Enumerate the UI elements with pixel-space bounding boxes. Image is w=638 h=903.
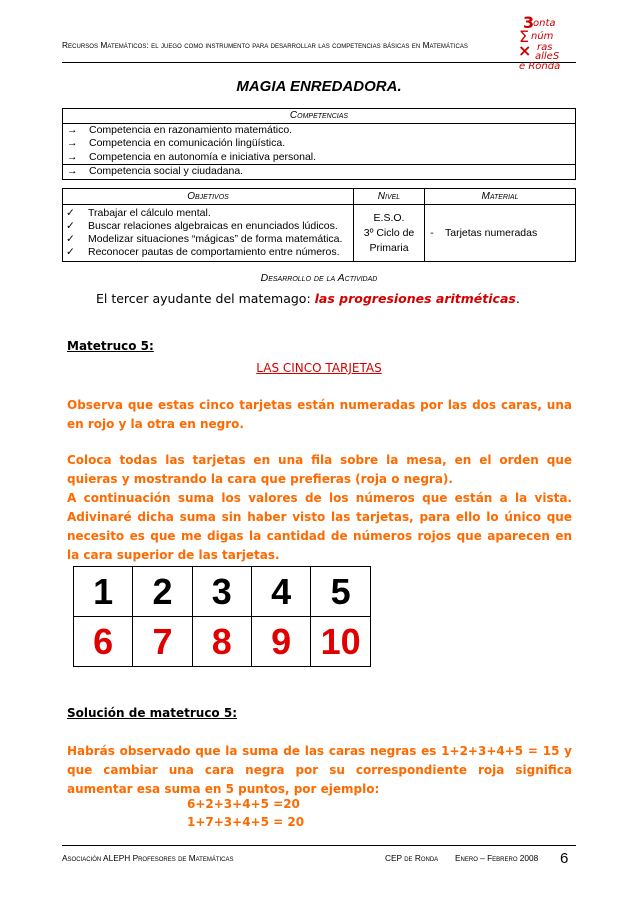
footer-divider xyxy=(62,845,576,846)
competencia-item: → Competencia en comunicación lingüística. xyxy=(67,137,286,150)
logo-line-1: onta xyxy=(533,18,556,29)
checkmark-icon: ✓ xyxy=(66,220,75,233)
monta-numeros-logo xyxy=(515,14,579,72)
arrow-icon: → xyxy=(67,165,78,178)
logo-line-4: alleS xyxy=(535,51,560,62)
objetivos-heading: Objetivos xyxy=(63,189,354,205)
card-red-face: 9 xyxy=(251,617,310,667)
competencias-heading: Competencias xyxy=(63,109,576,124)
page-number: 6 xyxy=(560,850,569,867)
header-divider xyxy=(62,62,576,63)
footer-date: Enero – Febrero 2008 xyxy=(455,853,539,863)
svg-text:3: 3 xyxy=(523,14,535,32)
logo-line-2: núm xyxy=(531,31,554,42)
objetivo-item: ✓ Buscar relaciones algebraicas en enunciados lúdicos. xyxy=(66,220,338,233)
card-red-face: 7 xyxy=(133,617,192,667)
desarrollo-heading: Desarrollo de la Actividad xyxy=(260,272,378,284)
card-black-face: 5 xyxy=(311,567,371,617)
logo-line-5: e Ronda xyxy=(519,61,561,72)
card-red-face: 6 xyxy=(74,617,133,667)
checkmark-icon: ✓ xyxy=(66,245,75,258)
logo-line-3: ras xyxy=(537,42,553,53)
material-dash: - xyxy=(425,205,440,262)
equation-example: 6+2+3+4+5 =20 xyxy=(187,797,300,811)
solution-title: Solución de matetruco 5: xyxy=(67,706,237,720)
objetivo-item: ✓ Trabajar el cálculo mental. xyxy=(66,207,211,220)
footer-cep: CEP de Ronda xyxy=(385,853,439,863)
arrow-icon: → xyxy=(67,137,78,150)
svg-text:×: × xyxy=(518,41,532,60)
competencias-table xyxy=(62,108,576,180)
material-heading: Material xyxy=(425,189,576,205)
intro-line: El tercer ayudante del matemago: las progresiones aritméticas. xyxy=(96,291,520,306)
checkmark-icon: ✓ xyxy=(66,207,75,220)
objetivo-item: ✓ Modelizar situaciones “mágicas” de forma matemática. xyxy=(66,233,343,245)
solution-text: Habrás observado que la suma de las caras negras es 1+2+3+4+5 = 15 y que cambiar una cara negra por su correspondiente roja significa aumentar esa suma en 5 puntos, por ejemplo: xyxy=(67,744,572,796)
nivel-line: E.S.O. xyxy=(373,211,405,224)
material-value: Tarjetas numeradas xyxy=(439,205,576,262)
nivel-cell xyxy=(354,205,425,262)
competencias-last-row xyxy=(63,165,576,179)
paragraph-intro: Observa que estas cinco tarjetas están numeradas por las dos caras, una en rojo y la otra en negro. xyxy=(67,398,572,431)
arrow-icon: → xyxy=(67,124,78,136)
checkmark-icon: ✓ xyxy=(66,233,75,245)
nivel-line: Primaria xyxy=(369,241,409,254)
card-black-face: 3 xyxy=(192,567,251,617)
competencias-list xyxy=(63,124,576,165)
footer-association: Asociación ALEPH Profesores de Matemáticas xyxy=(62,853,234,863)
competencia-item: → Competencia social y ciudadana. xyxy=(67,165,244,178)
objetivos-table xyxy=(62,188,576,262)
objetivos-list xyxy=(63,205,354,262)
page-header: Recursos Matemáticos: el juego como instrumento para desarrollar las competencias básicas en Matemáticas xyxy=(62,40,468,50)
card-red-face: 10 xyxy=(311,617,371,667)
arrow-icon: → xyxy=(67,150,78,163)
nivel-heading: Nivel xyxy=(354,189,425,205)
matetruco-title: Matetruco 5: xyxy=(67,339,154,353)
card-black-face: 2 xyxy=(133,567,192,617)
card-black-face: 1 xyxy=(74,567,133,617)
svg-text:Σ: Σ xyxy=(519,27,530,46)
card-red-face: 8 xyxy=(192,617,251,667)
equation-example: 1+7+3+4+5 = 20 xyxy=(187,815,305,829)
trick-title: LAS CINCO TARJETAS xyxy=(256,361,382,375)
objetivo-item: ✓ Reconocer pautas de comportamiento entre números. xyxy=(66,245,340,258)
intro-emphasis: las progresiones aritméticas xyxy=(314,291,516,306)
nivel-line: 3º Ciclo de xyxy=(363,226,415,239)
number-cards xyxy=(73,566,371,667)
activity-title: MAGIA ENREDADORA. xyxy=(236,78,402,95)
competencia-item: → Competencia en razonamiento matemático. xyxy=(67,124,293,136)
card-black-face: 4 xyxy=(251,567,310,617)
paragraph-instructions: Coloca todas las tarjetas en una fila sobre la mesa, en el orden que quieras y mostrando la cara que prefieras (roja o negra). A continuación suma los valores de los números que están a la vista. Adivinaré dicha suma sin haber visto las tarjetas, para ello lo único que necesito es que me digas la cantidad de números rojos que aparecen en la cara superior de las tarjetas. xyxy=(67,453,572,562)
competencia-item: → Competencia en autonomía e iniciativa personal. xyxy=(67,150,317,163)
